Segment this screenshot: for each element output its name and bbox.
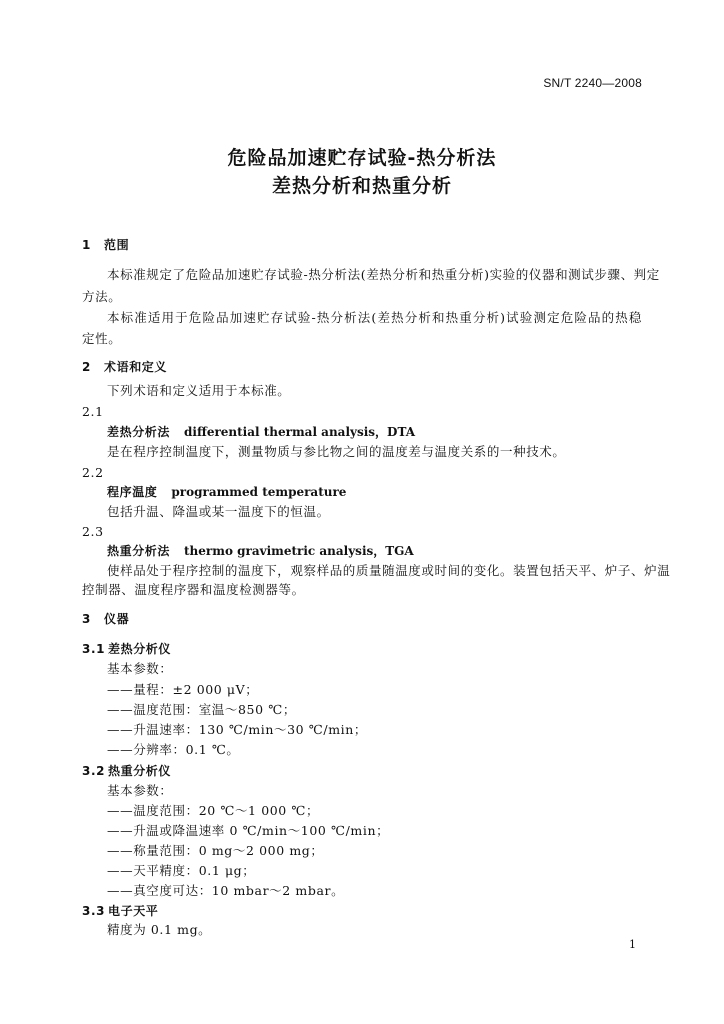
section-3-heading (82, 611, 642, 627)
section-1-heading (82, 237, 642, 253)
term-english: thermo gravimetric analysis，TGA (184, 544, 414, 558)
clause-number: 2.1 (82, 404, 104, 419)
term-english: differential thermal analysis，DTA (184, 425, 416, 439)
document-subtitle: 差热分析和热重分析 (271, 175, 452, 197)
list-item: ——真空度可达：10 mbar～2 mbar。 (107, 883, 345, 898)
subsection-title: 热重分析仪 (108, 764, 172, 778)
list-item: ——温度范围：室温～850 ℃； (107, 702, 296, 717)
list-item: ——升温速率：130 ℃/min～30 ℃/min； (107, 722, 368, 737)
page-number: 1 (629, 938, 636, 951)
term-definition: 包括升温、降温或某一温度下的恒温。 (107, 504, 330, 519)
subsection-title: 电子天平 (108, 904, 159, 918)
clause-number: 2.3 (82, 524, 104, 539)
subsection-heading (82, 641, 642, 657)
subsection-number: 3.2 (82, 764, 106, 778)
paragraph-line: 方法。 (82, 289, 122, 304)
list-item: ——称量范围：0 mg～2 000 mg； (107, 843, 324, 858)
term-definition: 控制器、温度程序器和温度检测器等。 (82, 582, 305, 597)
document-title: 危险品加速贮存试验-热分析法 (227, 147, 497, 169)
term-chinese: 热重分析法 (107, 544, 171, 558)
section-title: 仪器 (104, 612, 130, 626)
term-chinese: 程序温度 (107, 485, 158, 499)
list-item: ——温度范围：20 ℃～1 000 ℃； (107, 803, 320, 818)
section-title: 范围 (104, 238, 130, 252)
section-number: 3 (82, 612, 91, 626)
list-item: ——分辨率：0.1 ℃。 (107, 742, 240, 757)
term-heading (107, 424, 642, 440)
paragraph-line: 精度为 0.1 mg。 (107, 922, 212, 937)
list-item: ——天平精度：0.1 μg； (107, 863, 256, 878)
section-title: 术语和定义 (104, 360, 168, 374)
clause-number: 2.2 (82, 465, 104, 480)
section-2-heading (82, 359, 642, 375)
subsection-heading (82, 903, 642, 919)
term-definition: 是在程序控制温度下，测量物质与参比物之间的温度差与温度关系的一种技术。 (107, 444, 566, 459)
list-item: ——量程：±2 000 μV； (107, 682, 259, 697)
paragraph-line: 下列术语和定义适用于本标准。 (107, 383, 291, 398)
paragraph-line: 定性。 (82, 331, 122, 346)
section-number: 2 (82, 360, 91, 374)
paragraph-line: 本标准适用于危险品加速贮存试验-热分析法(差热分析和热重分析)试验测定危险品的热稳 (107, 310, 642, 325)
term-definition: 使样品处于程序控制的温度下，观察样品的质量随温度或时间的变化。装置包括天平、炉子、炉温 (107, 563, 671, 578)
term-chinese: 差热分析法 (107, 425, 171, 439)
standard-code: SN/T 2240—2008 (543, 76, 642, 90)
term-heading (107, 484, 642, 500)
subsection-title: 差热分析仪 (108, 642, 172, 656)
subsection-number: 3.3 (82, 904, 106, 918)
list-item: ——升温或降温速率 0 ℃/min～100 ℃/min； (107, 823, 390, 838)
section-number: 1 (82, 238, 91, 252)
term-english: programmed temperature (171, 485, 347, 499)
subsection-heading (82, 763, 642, 779)
paragraph-line: 基本参数： (107, 661, 173, 676)
subsection-number: 3.1 (82, 642, 106, 656)
term-heading (107, 543, 642, 559)
paragraph-line: 基本参数： (107, 783, 173, 798)
paragraph-line: 本标准规定了危险品加速贮存试验-热分析法(差热分析和热重分析)实验的仪器和测试步骤、判定 (107, 267, 660, 282)
